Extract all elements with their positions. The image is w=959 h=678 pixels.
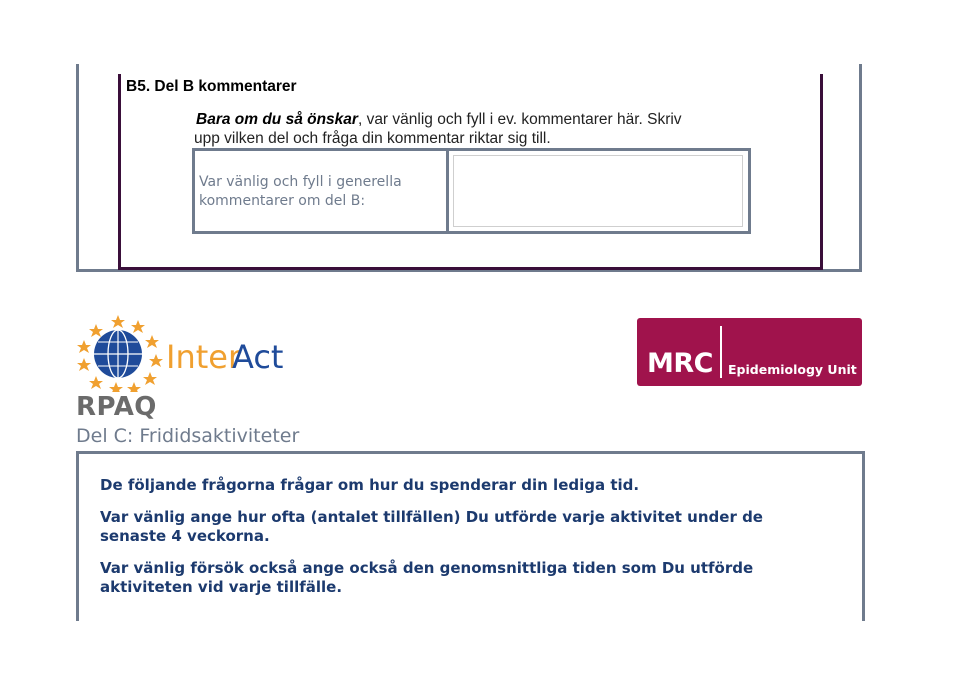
mrc-logo [637,318,862,386]
comment-input[interactable] [453,155,743,227]
interact-logo [76,314,306,392]
page-subtitle: Del C: Frididsaktiviteter [76,425,300,447]
section-intro [196,110,786,148]
mrc-logo-divider [720,326,722,378]
comment-divider [446,151,449,231]
page-title: RPAQ [76,392,157,422]
intro-line2: upp vilken del och fråga din kommentar riktar sig till. [194,130,551,147]
mrc-logo-subtitle: Epidemiology Unit [728,362,857,377]
instruction-paragraph-3: Var vänlig försök också ange också den genomsnittliga tiden som Du utförde aktiviteten vid varje tillfälle. [100,559,754,596]
section-title: B5. Del B kommentarer [126,78,297,95]
comment-label: Var vänlig och fyll i generella kommentarer om del B: [199,174,402,209]
mrc-logo-text: MRC [647,348,713,379]
interact-word-act: Act [232,338,284,376]
comment-box [192,148,751,234]
globe-icon [94,330,142,378]
interact-word-inter: Inter [166,338,242,376]
instruction-paragraph-2: Var vänlig ange hur ofta (antalet tillfällen) Du utförde varje aktivitet under de senaste 4 veckorna. [100,508,763,545]
intro-line1-rest: , var vänlig och fyll i ev. kommentarer här. Skriv [357,111,682,128]
instruction-paragraph-1: De följande frågorna frågar om hur du spenderar din lediga tid. [100,476,640,494]
intro-emphasis: Bara om du så önskar [196,111,358,128]
